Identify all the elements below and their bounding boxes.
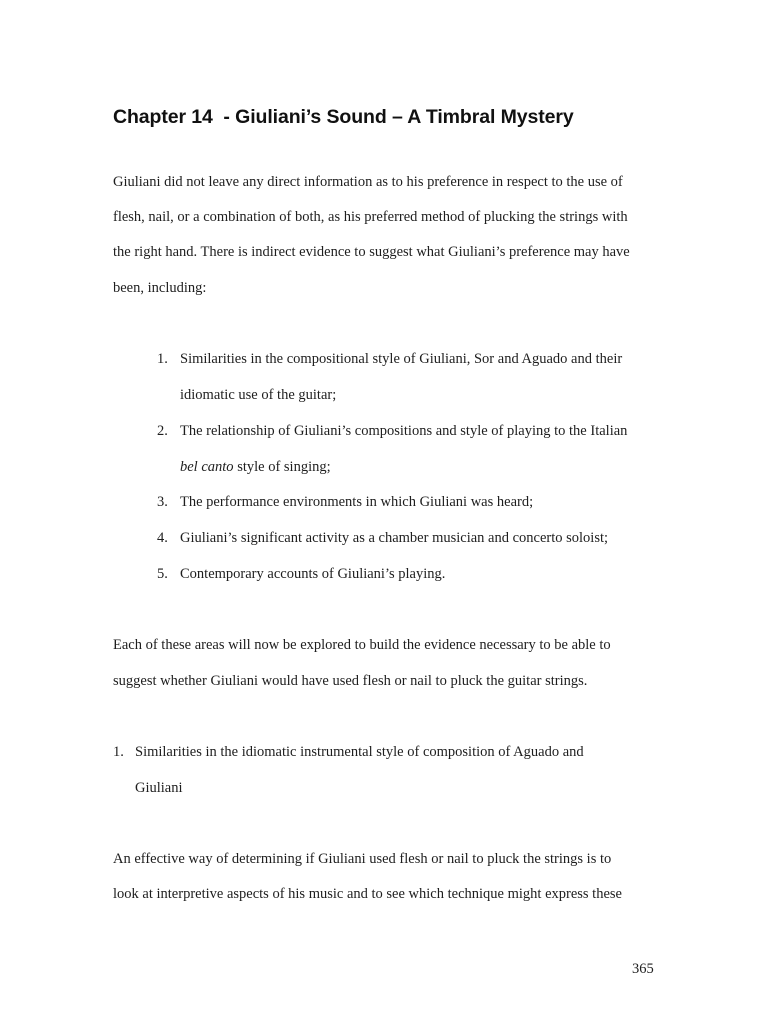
list-item-4-number: 4. (157, 530, 168, 546)
list-item-1-line-1: Similarities in the compositional style of Giuliani, Sor and Aguado and their (180, 351, 623, 367)
para2-line-2: suggest whether Giuliani would have used flesh or nail to pluck the guitar strings. (113, 673, 588, 689)
list-item-4-line-1: Giuliani’s significant activity as a chamber musician and concerto soloist; (180, 530, 609, 546)
list-item-3-number: 3. (157, 494, 168, 510)
list-item-2-number: 2. (157, 423, 168, 439)
list-item-2-line-1: The relationship of Giuliani’s compositions and style of playing to the Italian (180, 423, 628, 439)
list-item-2-line-2 (180, 458, 331, 476)
bel-canto-term: bel canto (180, 459, 234, 475)
para3-line-1: An effective way of determining if Giuliani used flesh or nail to pluck the strings is to (113, 851, 612, 867)
section-title-line-1: Similarities in the idiomatic instrumental style of composition of Aguado and (135, 744, 584, 760)
list-item-3-line-1: The performance environments in which Giuliani was heard; (180, 494, 534, 510)
list-item-1-number: 1. (157, 351, 168, 367)
para3-line-2: look at interpretive aspects of his music and to see which technique might express these (113, 886, 622, 902)
section-title-line-2: Giuliani (135, 780, 183, 796)
list-item-5-number: 5. (157, 566, 168, 582)
para2-line-1: Each of these areas will now be explored to build the evidence necessary to be able to (113, 637, 611, 653)
intro-line-2: flesh, nail, or a combination of both, as his preferred method of plucking the strings with (113, 209, 628, 225)
intro-line-1: Giuliani did not leave any direct information as to his preference in respect to the use of (113, 174, 623, 190)
intro-line-3: the right hand. There is indirect evidence to suggest what Giuliani’s preference may have (113, 244, 630, 260)
chapter-heading: Chapter 14 - Giuliani’s Sound – A Timbral Mystery (113, 106, 574, 128)
page-number: 365 (632, 961, 654, 977)
list-item-2-line-2-rest: style of singing; (233, 459, 331, 475)
intro-line-4: been, including: (113, 280, 207, 296)
list-item-1-line-2: idiomatic use of the guitar; (180, 387, 337, 403)
list-item-5-line-1: Contemporary accounts of Giuliani’s playing. (180, 566, 446, 582)
section-number: 1. (113, 744, 124, 760)
